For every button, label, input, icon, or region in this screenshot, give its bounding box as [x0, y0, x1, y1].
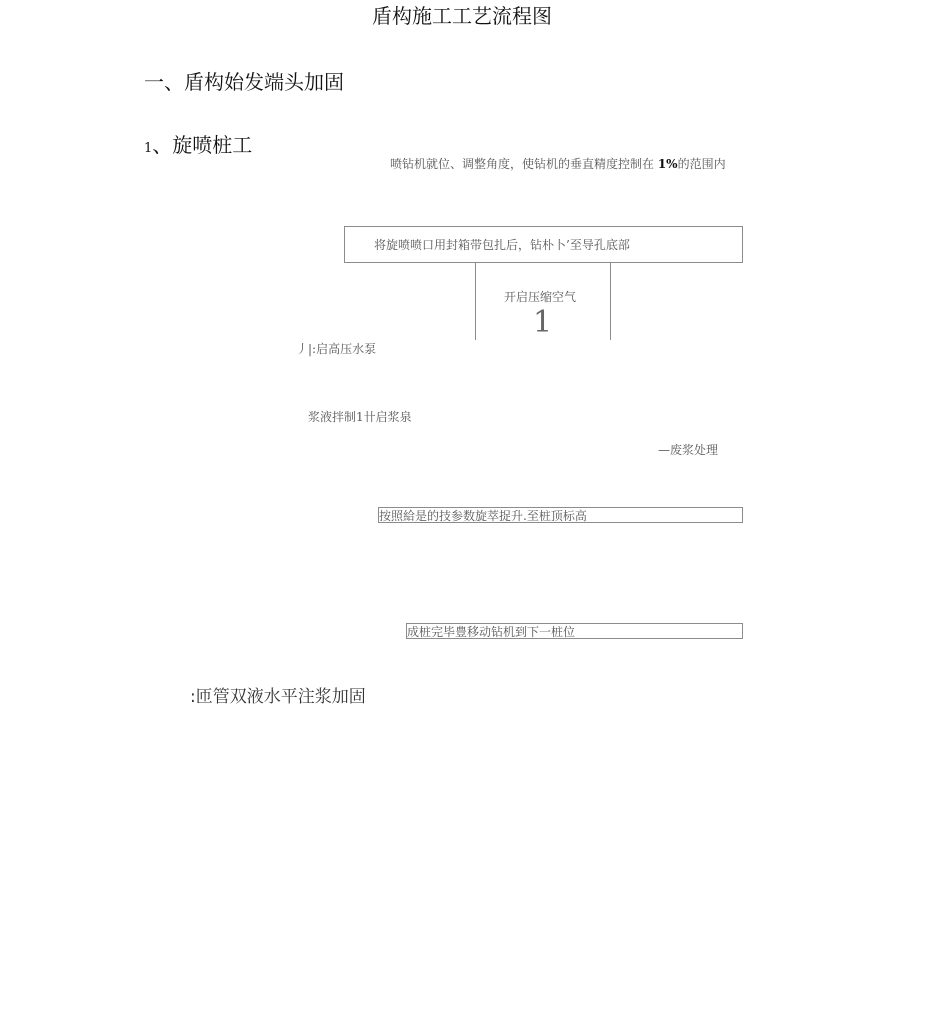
- page-title: 盾构施工工艺流程图: [372, 4, 552, 28]
- section2-heading: :匝管双液水平注浆加固: [190, 687, 366, 707]
- sub-heading-text: 、旋喷桩工: [152, 133, 253, 157]
- flow-step-high-pressure-pump: 丿|:启高压水泵: [296, 342, 377, 356]
- sub-heading: [144, 133, 252, 161]
- flow-step-number: 1: [533, 305, 553, 340]
- sub-heading-number: 1: [144, 141, 153, 156]
- flow-step-slurry-mixing: 浆液拌制1卄启浆泉: [308, 410, 412, 424]
- connector-line-right: [610, 263, 611, 340]
- step1-prefix: 喷钻机就位、调整角度，使钻机的垂直精度控制在: [390, 157, 658, 171]
- connector-line-left: [475, 263, 476, 340]
- flow-step-drill-positioning: [390, 156, 726, 172]
- section-heading: 一、盾构始发端头加固: [144, 70, 344, 94]
- flow-step-lift-to-top: 按照給是的技参数旋萃捉升.至桩顶标高: [379, 509, 587, 523]
- flow-step-waste-slurry: —废浆处理: [658, 443, 719, 457]
- flow-step-compressed-air: 开启压缩空气: [504, 290, 577, 304]
- step1-value: 1%: [657, 157, 678, 171]
- flow-step-move-drill: 成桩完毕豊移动钻机到下一桩位: [407, 625, 576, 639]
- flow-step-wrap-nozzle: 将旋喷喷口用封箱带包扎后，钻朴卜’至导孔底部: [374, 238, 630, 252]
- step1-suffix: 的范围内: [677, 157, 726, 171]
